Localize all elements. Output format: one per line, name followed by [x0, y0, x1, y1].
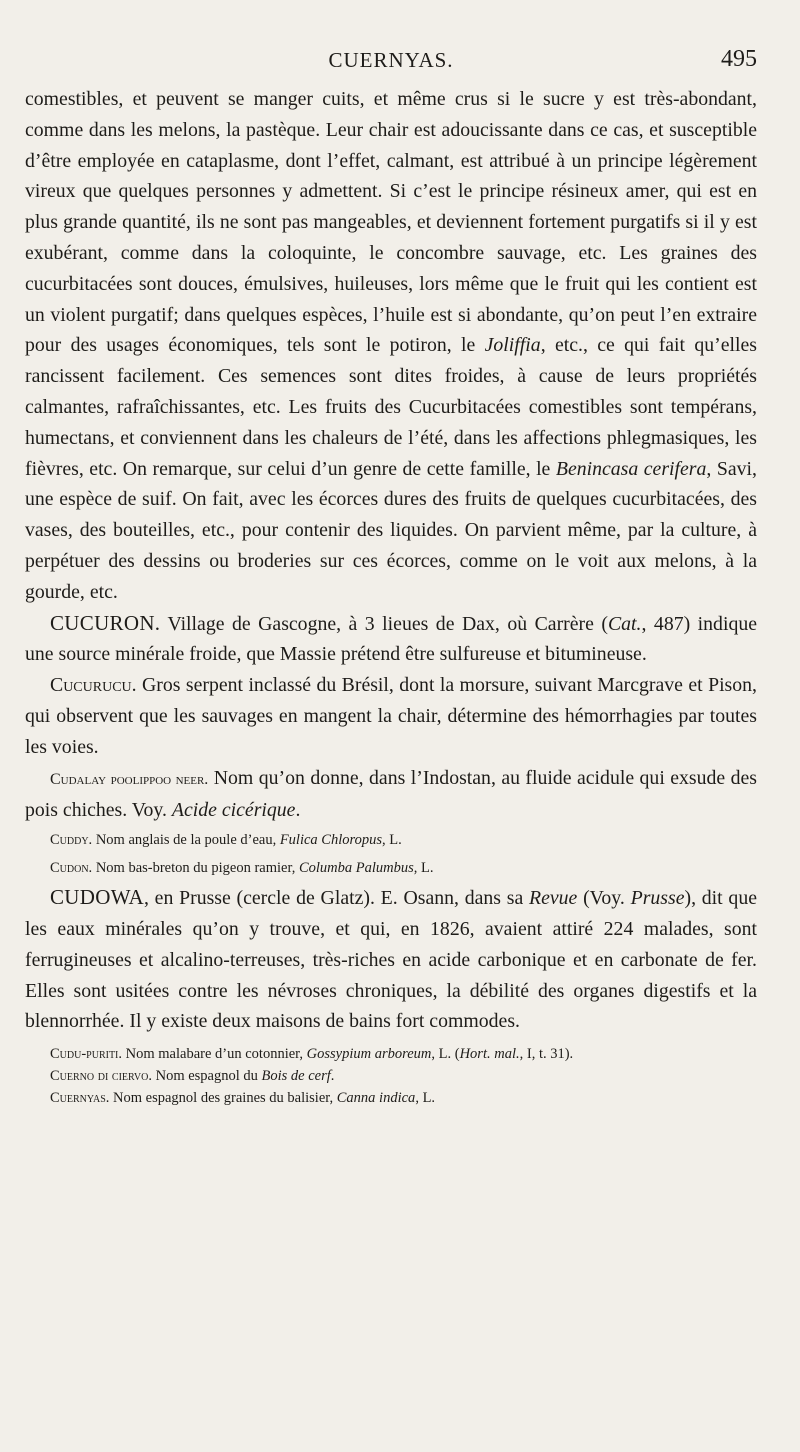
entry-headword: Cuddy.	[50, 832, 93, 849]
text-run: (Voy.	[577, 887, 631, 910]
entry-cudalay	[25, 763, 757, 827]
text-run: Nom bas-breton du pigeon ramier,	[92, 860, 299, 877]
entry-headword: Cudon.	[50, 860, 93, 877]
text-run: Nom qu’on donne, dans l’Indostan, au fluide acidule qui exsude des pois chiches. Voy.	[25, 766, 757, 822]
text-run: , I, t. 31).	[519, 1046, 574, 1063]
entry-headword: Cuernyas.	[50, 1090, 110, 1107]
italic-run: Benincasa cerifera	[555, 457, 707, 480]
text-run: Nom espagnol du	[151, 1068, 262, 1085]
italic-run: Acide cicérique	[171, 799, 296, 822]
italic-run: Cat.	[607, 612, 642, 635]
text-run: , L. (	[431, 1046, 460, 1063]
entry-cudowa	[25, 882, 757, 1037]
text-run: comestibles, et peuvent se manger cuits, et même crus si le sucre y est très-abondant, comme dans les melons, la pastèque. Leur chair est adoucissante dans ce cas, et susceptible d’être employée en cataplasme, dont l’effet, calmant, est attribué à un principe légèrement vireux que quelques personnes y admettent. Si c’est le principe résineux amer, qui est en plus grande quantité, ils ne sont pas mangeables, et deviennent fortement purgatifs si il y est exubérant, comme dans la coloquinte, le concombre sauvage, etc. Les graines des cucurbitacées sont douces, émulsives, huileuses, lors même que le fruit qui les contient est un violent purgatif; dans quelques espèces, l’huile est si abondante, qu’on peut l’en extraire pour des usages économiques, tels sont le potiron, le	[25, 88, 757, 357]
text-run: Gros serpent inclassé du Brésil, dont la morsure, suivant Marcgrave et Pison, qui observent que les sauvages en mangent la chair, détermine des hémorrhagies par toutes les voies.	[25, 674, 757, 758]
italic-run: Fulica Chloropus	[279, 832, 383, 849]
entry-cucuron	[25, 608, 757, 671]
entry-cudon	[25, 854, 757, 882]
text-run: Nom malabare d’un cotonnier,	[122, 1046, 307, 1063]
page-number: 495	[721, 46, 757, 72]
italic-run: Prusse	[630, 887, 685, 910]
text-run: , en Prusse (cercle de Glatz). E. Osann, dans sa	[143, 887, 529, 910]
entry-cucurucu	[25, 670, 757, 762]
italic-run: Revue	[529, 887, 578, 910]
italic-run: Columba Palumbus	[298, 860, 414, 877]
entry-cuernyas	[25, 1087, 757, 1109]
text-run: , Savi, une espèce de suif. On fait, avec les écorces dures des fruits de quelques cucurbitacées, des vases, des bouteilles, etc., pour contenir des liquides. On parvient même, par la culture, à perpétuer des dessins ou broderies sur ces écorces, comme on le voit aux melons, à la gourde, etc.	[25, 457, 757, 603]
text-run: Village de Gascogne, à 3 lieues de Dax, où Carrère (	[160, 612, 608, 635]
body-text	[25, 84, 757, 1109]
text-run: , 487) indique une source minérale froide, que Massie prétend être sulfureuse et bitumineuse.	[25, 612, 757, 666]
entry-headword: Cudu-puriti.	[50, 1046, 123, 1063]
text-run: ), dit que les eaux minérales qu’on y trouve, et qui, en 1826, avaient attiré 224 malades, sont ferrugineuses et alcalino-terreuses, très-riches en acide carbonique et en carbonate de fer. Elles sont usitées contre les névroses chroniques, la débilité des organes digestifs et la blennorrhée. Il y existe deux maisons de bains fort commodes.	[25, 887, 757, 1033]
entry-headword: Cuerno di ciervo.	[50, 1068, 152, 1085]
text-run: , L.	[415, 1090, 436, 1107]
italic-run: Canna indica	[336, 1090, 416, 1107]
entry-cuerno-di-ciervo	[25, 1065, 757, 1087]
text-run: Nom espagnol des graines du balisier,	[109, 1090, 337, 1107]
italic-run: Joliffia	[484, 334, 541, 357]
italic-run: Hort. mal.	[459, 1046, 520, 1063]
text-run: , L.	[382, 832, 402, 849]
italic-run: Bois de cerf	[261, 1068, 331, 1085]
text-run: , L.	[413, 860, 434, 877]
text-run: Nom anglais de la poule d’eau,	[92, 832, 280, 849]
text-run: .	[330, 1068, 335, 1085]
entry-headword: Cucurucu.	[50, 674, 137, 697]
entry-cudu-puriti	[25, 1043, 757, 1065]
italic-run: Gossypium arboreum	[306, 1046, 432, 1063]
running-header	[25, 48, 757, 82]
entry-cucurbitacees-continued	[25, 84, 757, 608]
entry-headword: Cudalay poolippoo neer.	[50, 770, 209, 788]
text-run: , etc., ce qui fait qu’elles rancissent facilement. Ces semences sont dites froides, à cause de leurs propriétés calmantes, rafraîchissantes, etc. Les fruits des Cucurbitacées comestibles sont tempérans, humectans, et conviennent dans les chaleurs de l’été, dans les affections phlegmasiques, les fièvres, etc. On remarque, sur celui d’un genre de cette famille, le	[25, 334, 757, 480]
entry-headword: CUDOWA	[50, 885, 144, 910]
header-title: CUERNYAS.	[328, 48, 454, 72]
entry-cuddy	[25, 826, 757, 854]
text-run: .	[295, 799, 301, 822]
entry-headword: CUCURON.	[50, 610, 161, 635]
